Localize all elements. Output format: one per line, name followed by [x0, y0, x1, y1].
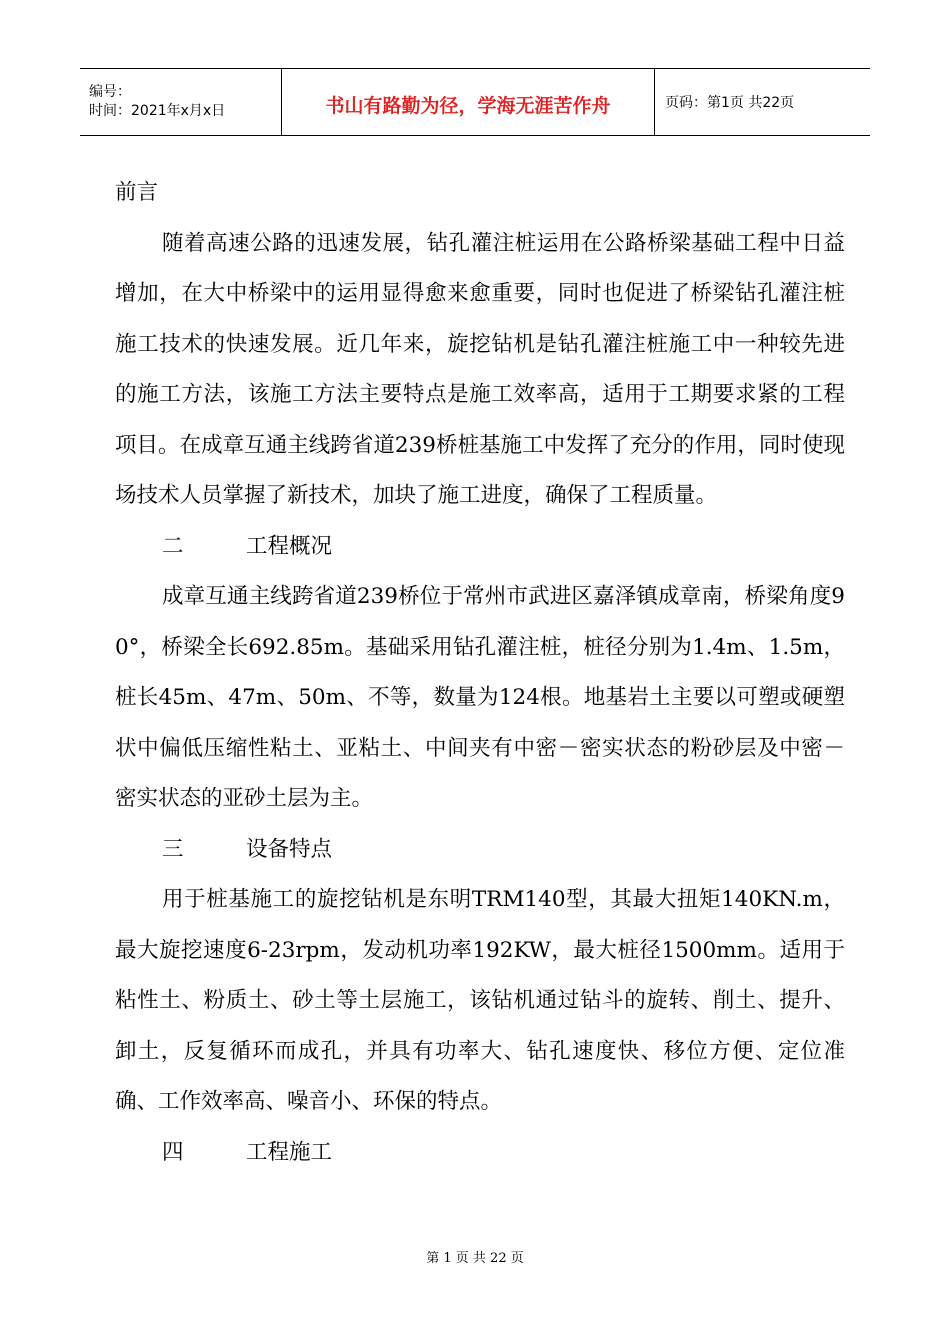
document-body — [115, 168, 845, 1178]
section-title: 工程施工 — [246, 1139, 333, 1165]
section-title: 工程概况 — [246, 533, 333, 559]
page-footer: 第 1 页 共 22 页 — [426, 1251, 524, 1266]
header-page-info: 页码：第1页 共22页 — [665, 95, 795, 111]
equipment-paragraph: 用于桩基施工的旋挖钻机是东明TRM140型，其最大扭矩140KN.m，最大旋挖速度6-23rpm，发动机功率192KW，最大桩径1500mm。适用于粘性土、粉质土、砂土等土层施工，该钻机通过钻斗的旋转、削土、提升、卸土，反复循环而成孔，并具有功率大、钻孔速度快、移位方便、定位准确、工作效率高、噪音小、环保的特点。 — [115, 887, 845, 1114]
section-number: 三 — [162, 836, 184, 862]
document-time-label: 时间：2021年x月x日 — [89, 103, 226, 119]
section-number: 四 — [162, 1139, 184, 1165]
header-motto-cell — [282, 69, 655, 136]
preface-title: 前言 — [115, 180, 159, 205]
overview-paragraph: 成章互通主线跨省道239桥位于常州市武进区嘉泽镇成章南，桥梁角度90°，桥梁全长692.85m。基础采用钻孔灌注桩，桩径分别为1.4m、1.5m，桩长45m、47m、50m、不等，数量为124根。地基岩土主要以可塑或硬塑状中偏低压缩性粘土、亚粘土、中间夹有中密－密实状态的粉砂层及中密－密实状态的亚砂土层为主。 — [115, 584, 845, 811]
section-title: 设备特点 — [246, 836, 333, 862]
section-heading-equipment — [115, 825, 845, 876]
preface-paragraph: 随着高速公路的迅速发展，钻孔灌注桩运用在公路桥梁基础工程中日益增加，在大中桥梁中的运用显得愈来愈重要，同时也促进了桥梁钻孔灌注桩施工技术的快速发展。近几年来，旋挖钻机是钻孔灌注桩施工中一种较先进的施工方法，该施工方法主要特点是施工效率高，适用于工期要求紧的工程项目。在成章互通主线跨省道239桥桩基施工中发挥了充分的作用，同时使现场技术人员掌握了新技术，加块了施工进度，确保了工程质量。 — [115, 230, 845, 508]
section-heading-overview — [115, 522, 845, 573]
header-page-cell — [655, 69, 871, 136]
section-heading-construction — [115, 1128, 845, 1179]
header-left-cell — [80, 69, 282, 136]
section-number: 二 — [162, 533, 184, 559]
header-motto: 书山有路勤为径，学海无涯苦作舟 — [325, 94, 611, 117]
document-number-label: 编号： — [89, 84, 131, 100]
header-table — [80, 68, 870, 136]
